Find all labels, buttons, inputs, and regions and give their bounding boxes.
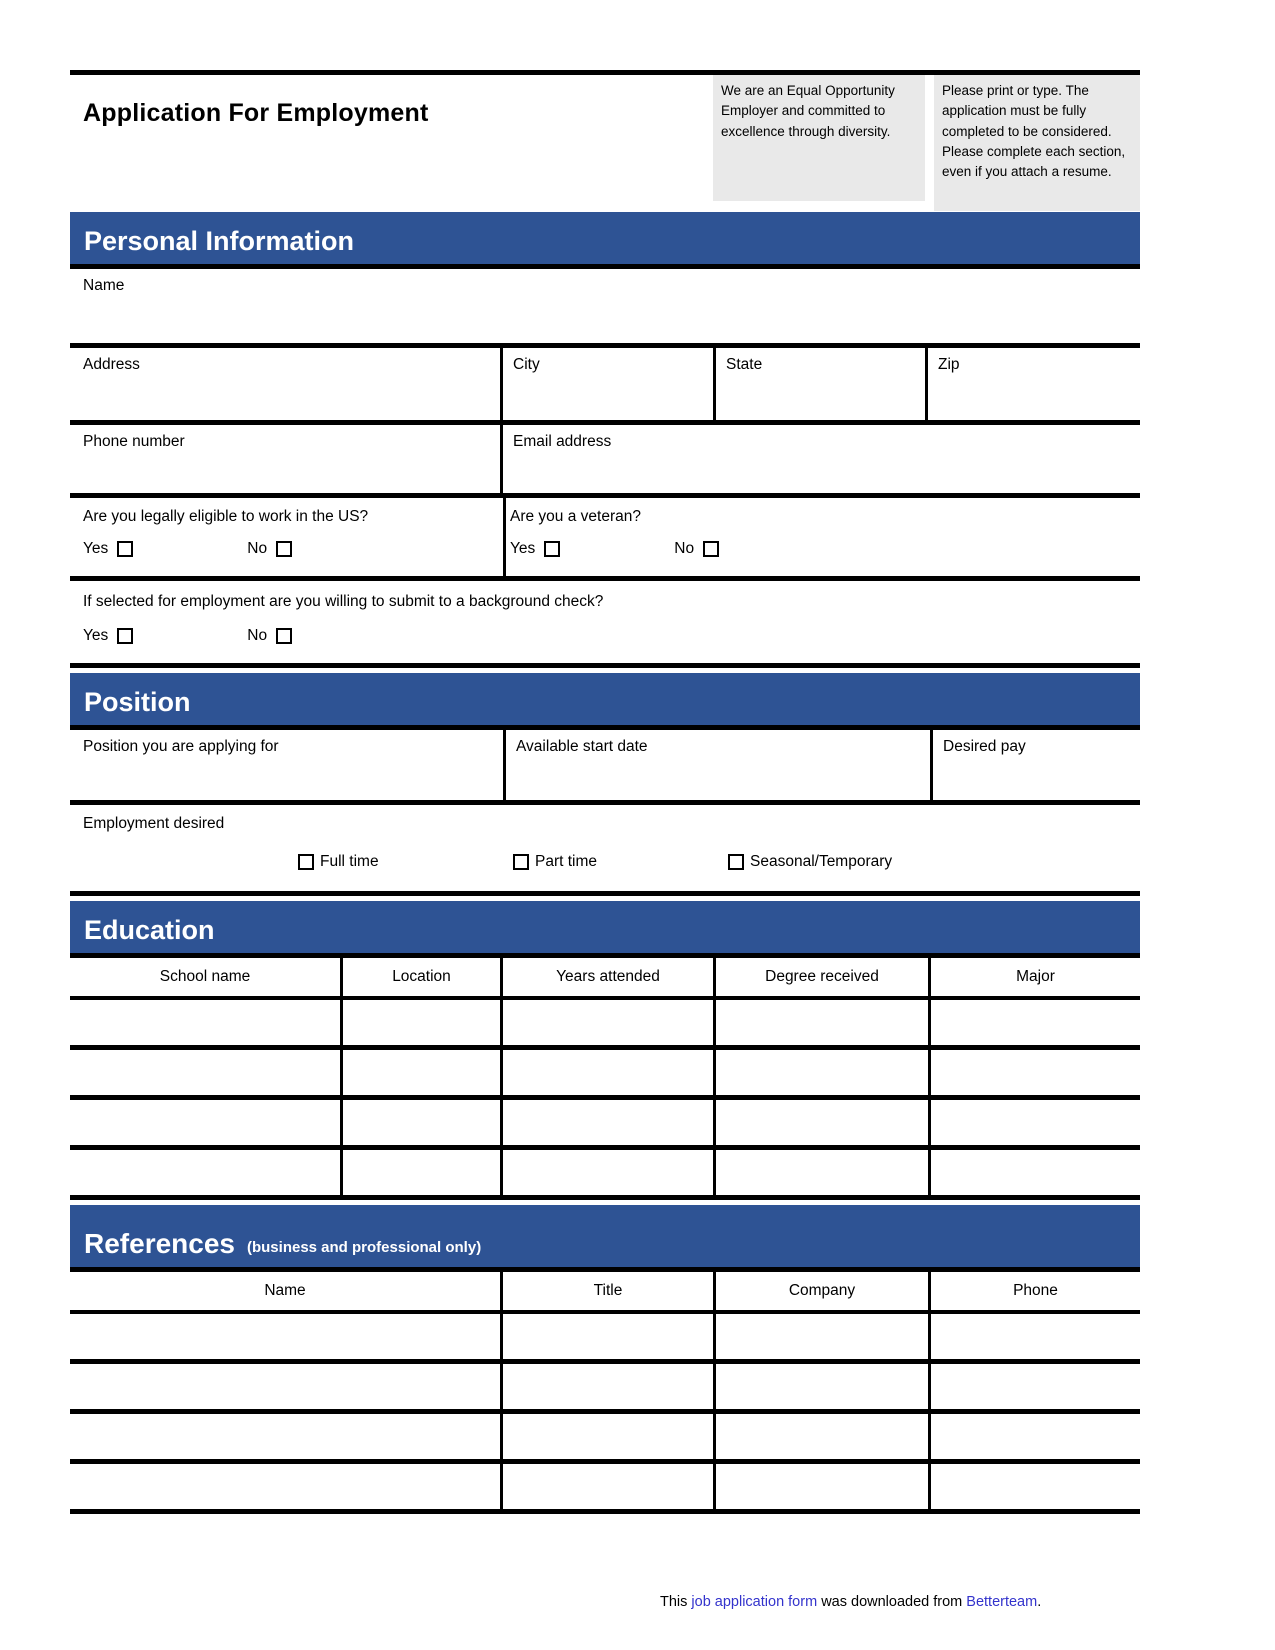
references-subtitle: (business and professional only): [246, 1239, 482, 1256]
references-input-cell[interactable]: [713, 1414, 928, 1459]
references-col-phone: Phone: [928, 1272, 1140, 1310]
references-col-company: Company: [713, 1272, 928, 1310]
notices: [713, 75, 1140, 211]
veteran-yes-option: [510, 540, 560, 558]
education-input-cell[interactable]: [713, 1050, 928, 1095]
references-empty-row: [70, 1464, 1140, 1514]
veteran-question: Are you a veteran?: [510, 508, 641, 525]
education-input-cell[interactable]: [928, 1150, 1140, 1195]
references-empty-row: [70, 1364, 1140, 1414]
footer-text-middle: was downloaded from: [817, 1594, 967, 1610]
name-label: Name: [83, 277, 125, 294]
eligible-question: Are you legally eligible to work in the US?: [83, 508, 369, 525]
betterteam-link[interactable]: Betterteam: [966, 1594, 1038, 1610]
background-yes-checkbox[interactable]: [117, 628, 133, 644]
full-time-checkbox[interactable]: [298, 854, 314, 870]
background-yes-option: [83, 627, 133, 645]
references-col-title: Title: [500, 1272, 713, 1310]
section-title-position: Position: [84, 687, 191, 717]
phone-input-area[interactable]: [70, 425, 500, 493]
background-no-label: No: [247, 627, 268, 644]
references-input-cell[interactable]: [928, 1314, 1140, 1359]
full-time-option: [298, 853, 379, 871]
full-time-label: Full time: [320, 853, 379, 870]
start-date-input-area[interactable]: [503, 730, 930, 800]
address-label: Address: [83, 356, 140, 373]
references-input-cell[interactable]: [928, 1364, 1140, 1409]
eligible-no-checkbox[interactable]: [276, 541, 292, 557]
references-input-cell[interactable]: [713, 1464, 928, 1509]
background-no-checkbox[interactable]: [276, 628, 292, 644]
footer-credit: [660, 1594, 1041, 1610]
references-input-cell[interactable]: [500, 1414, 713, 1459]
part-time-option: [513, 853, 597, 871]
seasonal-checkbox[interactable]: [728, 854, 744, 870]
email-input-area[interactable]: [500, 425, 1140, 493]
education-input-cell[interactable]: [713, 1000, 928, 1045]
references-input-cell[interactable]: [500, 1364, 713, 1409]
zip-input-area[interactable]: [925, 348, 1140, 420]
position-row: [70, 730, 1140, 805]
veteran-yes-label: Yes: [510, 540, 536, 557]
eoe-notice: We are an Equal Opportunity Employer and committed to excellence through diversity.: [713, 75, 925, 201]
email-label: Email address: [513, 433, 612, 450]
eligible-no-option: [247, 540, 292, 558]
position-applying-input-area[interactable]: [70, 730, 503, 800]
education-empty-row: [70, 1050, 1140, 1100]
references-table-body: [70, 1314, 1140, 1514]
eligible-no-label: No: [247, 540, 268, 557]
seasonal-option: [728, 853, 892, 871]
education-input-cell[interactable]: [340, 1100, 500, 1145]
veteran-question-cell: [503, 498, 1140, 576]
desired-pay-input-area[interactable]: [930, 730, 1140, 800]
background-check-row: [70, 581, 1140, 668]
education-input-cell[interactable]: [70, 1050, 340, 1095]
references-empty-row: [70, 1414, 1140, 1464]
references-col-name: Name: [264, 1282, 306, 1299]
veteran-no-option: [674, 540, 719, 558]
instructions-notice: Please print or type. The application must be fully completed to be considered. Please complete each section, even if you attach a resume.: [934, 75, 1140, 211]
footer-text-prefix: This: [660, 1594, 692, 1610]
references-input-cell[interactable]: [713, 1364, 928, 1409]
education-col-location: Location: [340, 958, 500, 996]
references-input-cell[interactable]: [70, 1364, 500, 1409]
phone-label: Phone number: [83, 433, 185, 450]
section-title-references: References: [84, 1228, 235, 1259]
name-input-area[interactable]: [70, 269, 1140, 348]
job-application-form-link[interactable]: job application form: [691, 1594, 818, 1610]
education-col-degree-received: Degree received: [713, 958, 928, 996]
references-input-cell[interactable]: [928, 1464, 1140, 1509]
education-input-cell[interactable]: [70, 1150, 340, 1195]
education-input-cell[interactable]: [500, 1100, 713, 1145]
education-input-cell[interactable]: [500, 1000, 713, 1045]
section-title-personal-information: Personal Information: [84, 226, 355, 256]
zip-label: Zip: [938, 356, 960, 373]
education-input-cell[interactable]: [713, 1150, 928, 1195]
eligible-yes-checkbox[interactable]: [117, 541, 133, 557]
education-input-cell[interactable]: [928, 1050, 1140, 1095]
city-input-area[interactable]: [500, 348, 713, 420]
education-input-cell[interactable]: [340, 1000, 500, 1045]
references-empty-row: [70, 1314, 1140, 1364]
education-input-cell[interactable]: [340, 1050, 500, 1095]
masthead: [70, 75, 1140, 212]
education-col-years-attended: Years attended: [500, 958, 713, 996]
section-title-education: Education: [84, 915, 215, 945]
education-empty-row: [70, 1000, 1140, 1050]
position-applying-label: Position you are applying for: [83, 738, 279, 755]
address-row: [70, 348, 1140, 425]
education-table-body: [70, 1000, 1140, 1200]
education-input-cell[interactable]: [500, 1150, 713, 1195]
city-label: City: [513, 356, 540, 373]
education-input-cell[interactable]: [500, 1050, 713, 1095]
references-input-cell[interactable]: [928, 1414, 1140, 1459]
eligible-yes-label: Yes: [83, 540, 109, 557]
part-time-label: Part time: [535, 853, 598, 870]
background-no-option: [247, 627, 292, 645]
eligible-yes-option: [83, 540, 133, 558]
employment-desired-row: [70, 805, 1140, 896]
eligibility-row: [70, 498, 1140, 581]
references-input-cell[interactable]: [500, 1464, 713, 1509]
footer-text-suffix: .: [1037, 1594, 1042, 1610]
education-input-cell[interactable]: [340, 1150, 500, 1195]
education-table-header: [70, 958, 1140, 1000]
form-page: [70, 0, 1140, 1514]
veteran-no-checkbox[interactable]: [703, 541, 719, 557]
state-input-area[interactable]: [713, 348, 925, 420]
veteran-yes-checkbox[interactable]: [544, 541, 560, 557]
education-empty-row: [70, 1100, 1140, 1150]
section-header-position: [70, 673, 1140, 730]
page-title: Application For Employment: [83, 99, 429, 127]
seasonal-label: Seasonal/Temporary: [750, 853, 893, 870]
references-input-cell[interactable]: [70, 1414, 500, 1459]
references-input-cell[interactable]: [70, 1464, 500, 1509]
section-header-references: [70, 1205, 1140, 1272]
background-check-question: If selected for employment are you willing to submit to a background check?: [83, 593, 604, 610]
education-input-cell[interactable]: [928, 1100, 1140, 1145]
veteran-no-label: No: [674, 540, 695, 557]
education-empty-row: [70, 1150, 1140, 1200]
education-col-school-name: School name: [159, 968, 251, 985]
education-input-cell[interactable]: [70, 1000, 340, 1045]
desired-pay-label: Desired pay: [943, 738, 1026, 755]
part-time-checkbox[interactable]: [513, 854, 529, 870]
education-input-cell[interactable]: [70, 1100, 340, 1145]
section-header-education: [70, 901, 1140, 958]
eligible-question-cell: [70, 498, 503, 576]
education-input-cell[interactable]: [928, 1000, 1140, 1045]
education-input-cell[interactable]: [713, 1100, 928, 1145]
education-col-major: Major: [928, 958, 1140, 996]
references-input-cell[interactable]: [500, 1314, 713, 1359]
state-label: State: [726, 356, 763, 373]
references-input-cell[interactable]: [713, 1314, 928, 1359]
start-date-label: Available start date: [516, 738, 648, 755]
section-header-personal-information: [70, 212, 1140, 269]
employment-desired-label: Employment desired: [83, 815, 225, 832]
references-input-cell[interactable]: [70, 1314, 500, 1359]
background-yes-label: Yes: [83, 627, 109, 644]
address-input-area[interactable]: [70, 348, 500, 420]
references-table-header: [70, 1272, 1140, 1314]
employment-options: [83, 853, 1127, 877]
phone-email-row: [70, 425, 1140, 498]
